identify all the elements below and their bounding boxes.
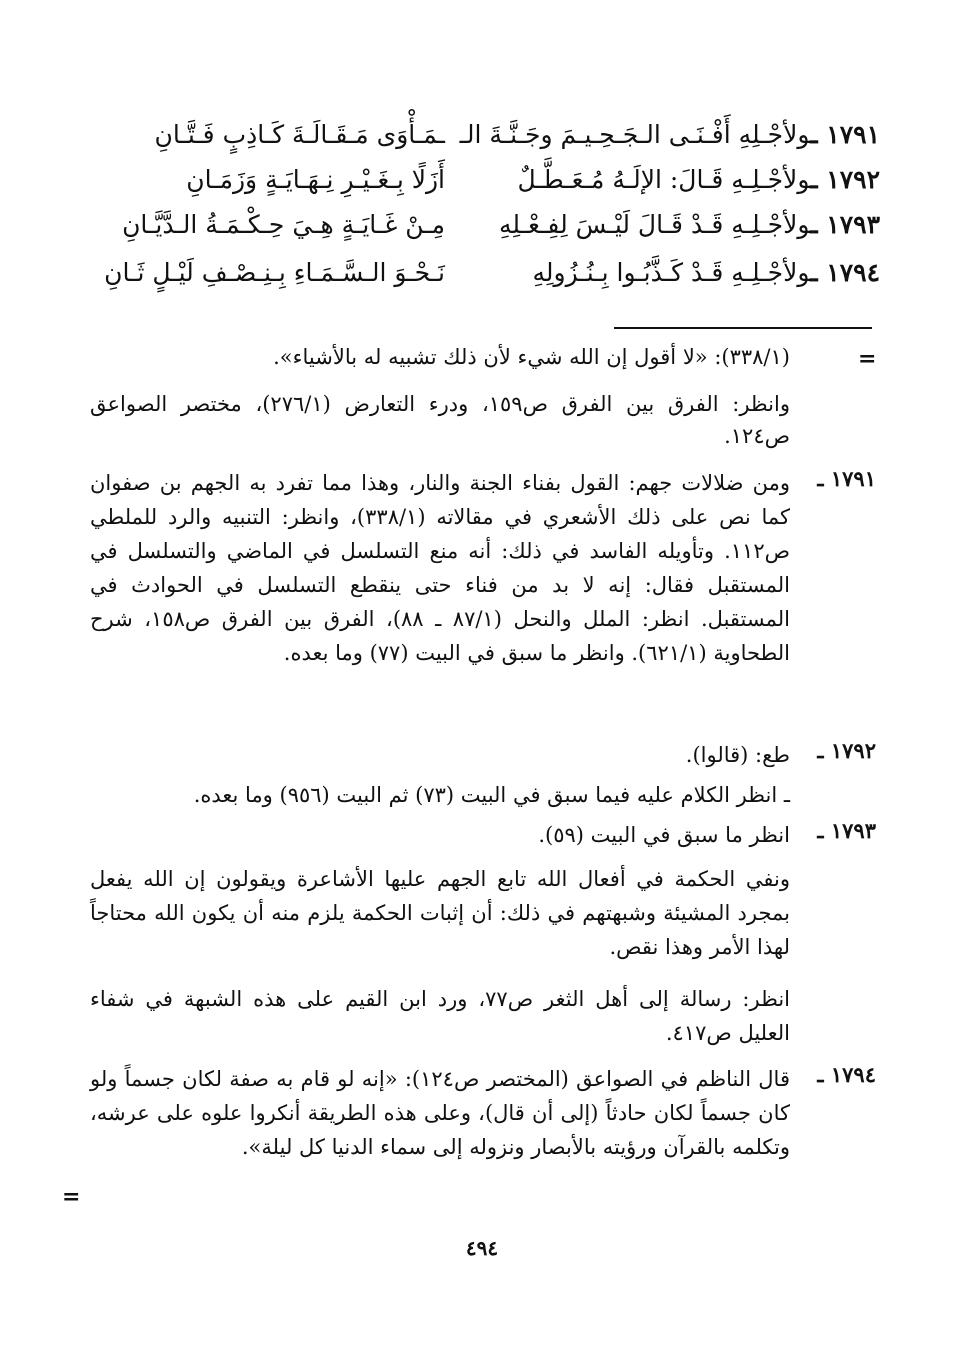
verse-1794	[80, 258, 880, 302]
verse-second-hemistich: نَـحْـوَ الـسَّـمَـاءِ بِـنِـصْـفِ لَيْـلٍ ثَـانِ	[104, 258, 445, 287]
footnote-number-1793: ١٧٩٣ ـ	[817, 818, 876, 843]
footnote-1792-reference: ـ انظر الكلام عليه فيما سبق في البيت (٧٣) ثم البيت (٩٥٦) وما بعده.	[193, 783, 790, 807]
verse-second-hemistich: مِـنْ غَـايَـةٍ هِـيَ حِـكْـمَـةُ الـدَّيَّـانِ	[122, 210, 445, 239]
footnote-number-1794: ١٧٩٤ ـ	[817, 1062, 876, 1087]
footnote-1793-sources: انظر: رسالة إلى أهل الثغر ص٧٧، ورد ابن القيم على هذه الشبهة في شفاء العليل ص٤١٧.	[90, 987, 790, 1045]
footnote-continued-line: (٣٣٨/١): «لا أقول إن الله شيء لأن ذلك تشبيه له بالأشياء».	[273, 345, 790, 369]
verse-first-hemistich: ١٧٩١ ـولأجْـلِهِ أَفْـنَـى الـجَـحِـيـمَ وجَـنَّـةَ الـ	[459, 120, 880, 149]
continued-from-marker: =	[858, 346, 877, 372]
continued-to-marker: =	[62, 1184, 81, 1210]
verse-first-hemistich: ١٧٩٢ ـولأجْـلِـهِ قَـالَ: الإلَـهُ مُـعَـطَّـلٌ	[517, 165, 880, 194]
footnote-1792-variant: طع: (قالوا).	[685, 743, 790, 767]
footnote-1794-text: قال الناظم في الصواعق (المختصر ص١٢٤): «إنه لو قام به صفة لكان جسماً ولو كان جسماً لكان حادثاً (إلى أن قال)، وعلى هذه الطريقة أنكروا علوه على عرشه، وتكلمه بالقرآن ورؤيته بالأبصار ونزوله إلى سماء الدنيا كل ليلة».	[90, 1067, 790, 1159]
verse-second-hemistich: ـمَـأْوَى مَـقَـالَـةَ كَـاذِبٍ فَـتَّـانِ	[154, 120, 445, 149]
footnote-number-1791: ١٧٩١ ـ	[817, 466, 876, 491]
verse-first-hemistich: ١٧٩٤ ـولأجْـلِـهِ قَـدْ كَـذَّبُـوا بِـنُـزُولِهِ	[532, 258, 880, 287]
footnote-1793-reference: انظر ما سبق في البيت (٥٩).	[538, 823, 790, 847]
footnote-1793-explanation: ونفي الحكمة في أفعال الله تابع الجهم عليها الأشاعرة ويقولون إن الله يفعل بمجرد المشيئة وشبهتهم في ذلك: أن إثبات الحكمة يلزم منه أن يكون الله محتاجاً لهذا الأمر وهذا نقص.	[90, 867, 790, 959]
page-number: ٤٩٤	[465, 1236, 499, 1260]
verse-1791	[80, 120, 880, 164]
footnote-number-1792: ١٧٩٢ ـ	[817, 738, 876, 763]
verse-1792	[80, 165, 880, 209]
footnote-separator	[614, 327, 872, 329]
verse-1793	[80, 210, 880, 254]
footnote-continued-refs: وانظر: الفرق بين الفرق ص١٥٩، ودرء التعارض (٢٧٦/١)، مختصر الصواعق ص١٢٤.	[90, 392, 790, 448]
verse-second-hemistich: أَزَلًا بِـغَـيْـرِ نِـهَـايَـةٍ وَزَمَـانِ	[186, 165, 445, 194]
verse-first-hemistich: ١٧٩٣ ـولأجْـلِـهِ قَـدْ قَـالَ لَيْـسَ لِفِـعْـلِهِ	[499, 210, 880, 239]
footnote-1791-text: ومن ضلالات جهم: القول بفناء الجنة والنار، وهذا مما تفرد به الجهم بن صفوان كما نص على ذلك الأشعري في مقالاته (٣٣٨/١)، وانظر: التنبيه والرد للملطي ص١١٢. وتأويله الفاسد في ذلك: أنه منع التسلسل في الماضي والتسلسل في المستقبل فقال: إنه لا بد من فناء حتى ينقطع التسلسل في الحوادث في المستقبل. انظر: الملل والنحل (٨٧/١ ـ ٨٨)، الفرق بين الفرق ص١٥٨، شرح الطحاوية (٦٢١/١). وانظر ما سبق في البيت (٧٧) وما بعده.	[90, 471, 790, 665]
